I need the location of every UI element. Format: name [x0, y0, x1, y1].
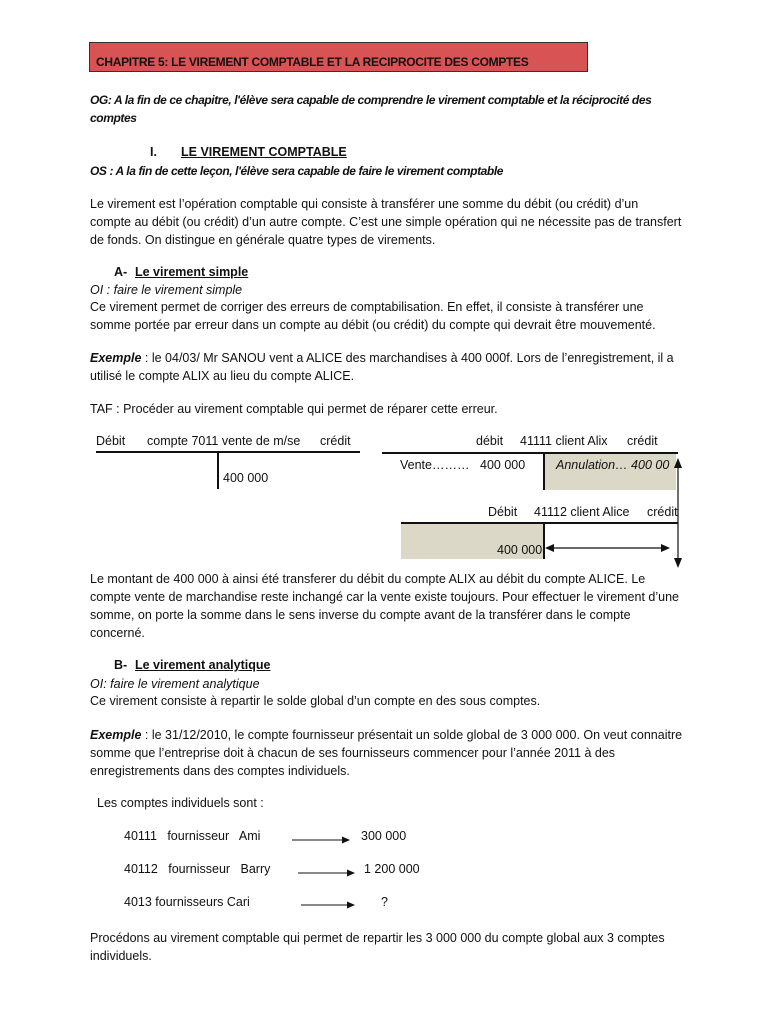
t3-debit-label: Débit: [488, 505, 518, 519]
sub-b-example: [90, 726, 690, 780]
explanation-line: somme, on porte la somme dans le sens inverse du compte avant de la transférer dans le compte: [90, 608, 631, 622]
section-title: LE VIREMENT COMPTABLE: [181, 145, 347, 159]
t2-debit-amount: 400 000: [480, 458, 526, 472]
transfer-arrows: [540, 450, 690, 575]
t2-debit-label: débit: [476, 434, 504, 448]
sub-a-example: [90, 349, 690, 385]
list-intro: Les comptes individuels sont :: [97, 796, 264, 810]
example-text: : le 31/12/2010, le compte fournisseur présentait un solde global de 3 000 000. On veut connaitre: [141, 728, 683, 742]
sub-b-text: Ce virement consiste à repartir le solde global d’un compte en des sous comptes.: [90, 694, 541, 708]
example-text: : le 04/03/ Mr SANOU vent a ALICE des marchandises à 400 000f. Lors de l’enregistrement, il a: [141, 351, 674, 365]
supplier-label: 40111 fournisseur Ami: [124, 829, 261, 843]
conclusion-line: Procédons au virement comptable qui permet de repartir les 3 000 000 du compte global aux 3 comptes: [90, 931, 665, 945]
sub-a-explanation: [90, 570, 690, 642]
sub-b-conclusion: [90, 929, 690, 965]
down-arrow-head: [674, 558, 682, 568]
og-line-1: OG: A la fin de ce chapitre, l'élève sera capable de comprendre le virement comptable et la réciprocité des: [90, 93, 652, 107]
og-line-2: comptes: [90, 111, 137, 125]
example-label: Exemple: [90, 351, 142, 365]
explanation-line: compte vente de marchandise reste inchangé car la vente existe toujours. Pour effectuer le virement d’une: [90, 590, 679, 604]
t3-account-name: 41112 client Alice: [534, 505, 630, 519]
supplier-amount: ?: [381, 895, 388, 909]
sub-a-title: Le virement simple: [135, 265, 249, 279]
t2-entry-label: Vente………: [400, 458, 470, 472]
right-arrow-head: [661, 544, 670, 552]
supplier-arrow-head: [342, 837, 350, 844]
t1-account-name: compte 7011 vente de m/se: [147, 434, 301, 448]
intro-line: compte au débit (ou crédit) d’un autre compte. C’est une simple opération qui ne nécessite pas de transfert: [90, 215, 682, 229]
supplier-arrow-head: [347, 870, 355, 877]
explanation-line: Le montant de 400 000 à ainsi été transferer du débit du compte ALIX au débit du compte ALICE. Le: [90, 572, 646, 586]
chapter-title-box: [89, 42, 588, 72]
section-number: I.: [150, 145, 157, 159]
t1-debit-label: Débit: [96, 434, 126, 448]
conclusion-line: individuels.: [90, 949, 152, 963]
left-arrow-head: [545, 544, 554, 552]
sub-a-text: [90, 298, 690, 334]
sub-a-letter: A-: [114, 265, 128, 279]
specific-objective: OS : A la fin de cette leçon, l'élève sera capable de faire le virement comptable: [90, 164, 504, 178]
supplier-label: 40112 fournisseur Barry: [124, 862, 271, 876]
sub-b-oi: OI: faire le virement analytique: [90, 677, 260, 691]
t2-credit-label: crédit: [627, 434, 658, 448]
sub-a-oi: OI : faire le virement simple: [90, 283, 243, 297]
supplier-amount: 300 000: [361, 829, 407, 843]
sub-b-letter: B-: [114, 658, 128, 672]
explanation-line: concerné.: [90, 626, 145, 640]
general-objective: [90, 91, 690, 127]
sub-a-text-line: Ce virement permet de corriger des erreurs de comptabilisation. En effet, il consiste à transférer une: [90, 300, 644, 314]
example-text-2: somme que l’entreprise doit à chacun de ses fournisseurs commencer pour l’année 2011 à des: [90, 746, 616, 760]
example-text-2: utilisé le compte ALIX au lieu du compte ALICE.: [90, 369, 355, 383]
supplier-label: 4013 fournisseurs Cari: [124, 895, 250, 909]
intro-line: Le virement est l’opération comptable qui consiste à transférer une somme du débit (ou crédit) d’un: [90, 197, 639, 211]
t3-debit-amount: 400 000: [497, 543, 543, 557]
t1-vertical-line: [217, 453, 219, 489]
sub-b-title: Le virement analytique: [135, 658, 271, 672]
example-text-3: enregistrements dans des comptes individuels.: [90, 764, 350, 778]
t2-account-name: 41111 client Alix: [520, 434, 608, 448]
supplier-arrow-head: [347, 902, 355, 909]
intro-line: de fonds. On distingue en générale quatre types de virements.: [90, 233, 436, 247]
t1-credit-label: crédit: [320, 434, 351, 448]
t3-credit-label: crédit: [647, 505, 678, 519]
t1-horizontal-line: [96, 451, 360, 453]
up-arrow-head: [674, 458, 682, 468]
intro-paragraph: [90, 195, 690, 249]
sub-a-text-line: somme portée par erreur dans un compte au débit (ou crédit) du compte qui devrait être mouvementé.: [90, 318, 656, 332]
example-label: Exemple: [90, 728, 142, 742]
t2-cancel-entry: Annulation… 400 00: [556, 458, 670, 472]
taf-text: TAF : Procéder au virement comptable qui permet de réparer cette erreur.: [90, 402, 498, 416]
supplier-amount: 1 200 000: [364, 862, 420, 876]
t1-credit-amount: 400 000: [223, 471, 269, 485]
chapter-title: CHAPITRE 5: LE VIREMENT COMPTABLE ET LA RECIPROCITE DES COMPTES: [96, 55, 529, 69]
supplier-arrows: [290, 830, 370, 910]
